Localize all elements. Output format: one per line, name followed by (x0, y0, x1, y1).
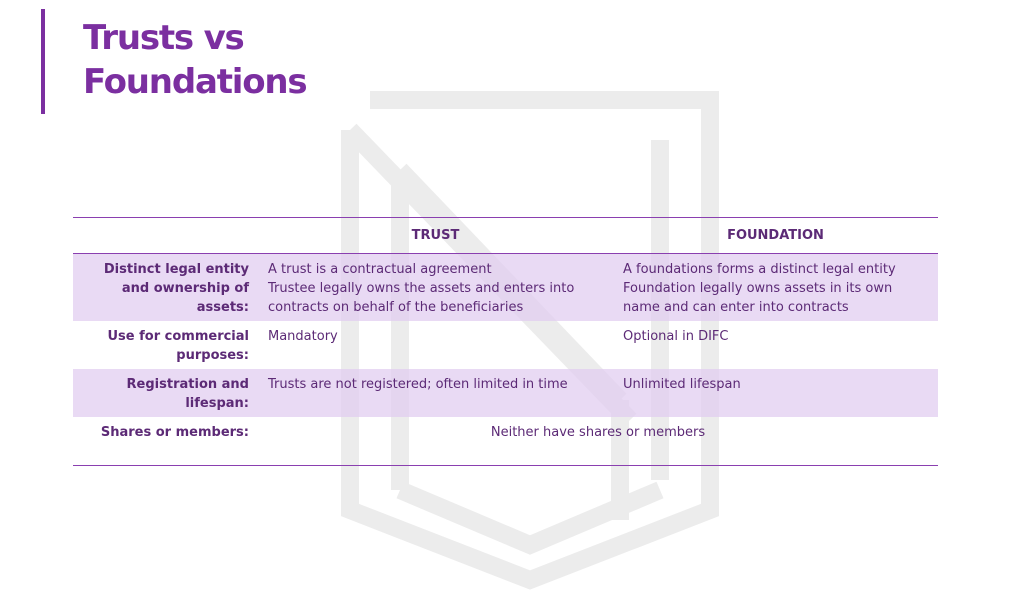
row-label: Distinct legal entity and ownership of assets: (73, 254, 258, 322)
slide-title (83, 16, 306, 104)
comparison-table (73, 217, 938, 466)
cell-line: A foundations forms a distinct legal entity (623, 262, 896, 277)
row-label: Registration and lifespan: (73, 369, 258, 417)
trust-cell: Trusts are not registered; often limited in time (258, 369, 613, 417)
slide-title-line-1: Trusts vs (83, 18, 244, 58)
header-empty-cell (73, 218, 258, 254)
table-row (73, 369, 938, 417)
table-row (73, 321, 938, 369)
foundation-cell: Optional in DIFC (623, 329, 729, 344)
trust-cell: Mandatory (268, 329, 338, 344)
cell-line: Trustee legally owns the assets and enters into contracts on behalf of the beneficiaries (268, 281, 575, 315)
table-header-row (73, 218, 938, 254)
shared-cell: Neither have shares or members (258, 417, 938, 465)
row-label: Shares or members: (73, 417, 258, 465)
slide-title-line-2: Foundations (83, 62, 307, 102)
cell-line: Foundation legally owns assets in its own name and can enter into contracts (623, 281, 893, 315)
trust-cell (258, 254, 613, 322)
table-row (73, 254, 938, 322)
foundation-cell (613, 254, 938, 322)
table-row (73, 417, 938, 465)
header-foundation: FOUNDATION (613, 218, 938, 254)
cell-line: A trust is a contractual agreement (268, 262, 492, 277)
row-label: Use for commercial purposes: (107, 329, 249, 363)
comparison-table-container (73, 217, 938, 466)
foundation-cell: Unlimited lifespan (613, 369, 938, 417)
title-accent-bar (41, 9, 45, 114)
header-trust: TRUST (258, 218, 613, 254)
